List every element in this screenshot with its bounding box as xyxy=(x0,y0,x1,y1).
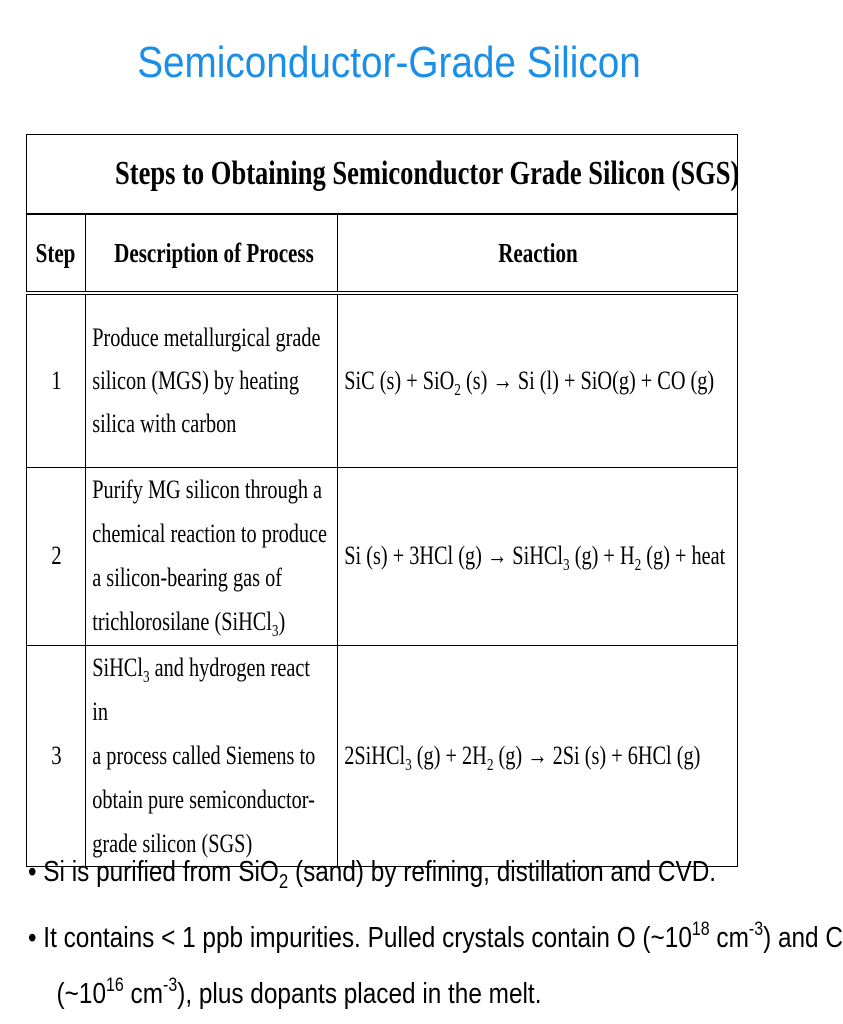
header-step: Step xyxy=(27,214,86,293)
header-reaction: Reaction xyxy=(338,214,738,293)
process-description: SiHCl$_3$ and hydrogen react in a process called Siemens to obtain pure semiconductor- grade silicon (SGS) xyxy=(86,645,338,866)
bullet-item: • It contains < 1 ppb impurities. Pulled crystals contain O ($\sim 10^{18}$ $cm^{-3}$) and C xyxy=(28,919,843,954)
process-description: Produce metallurgical grade silicon (MGS) by heating silica with carbon xyxy=(86,293,338,467)
table-caption: Steps to Obtaining Semiconductor Grade Silicon (SGS) xyxy=(115,155,740,192)
process-description: Purify MG silicon through a chemical reaction to produce a silicon-bearing gas of trichlorosilane (SiHCl$_3$) xyxy=(86,467,338,645)
arrow-icon: → xyxy=(486,541,508,570)
bullet-item: • Si is purified from SiO$_2$ (sand) by refining, distillation and CVD. xyxy=(28,856,717,893)
reaction-equation: SiC (s) + SiO$_2$ (s) → Si (l) + SiO(g) + CO (g) xyxy=(338,293,738,467)
table-row xyxy=(27,293,738,467)
step-number: 2 xyxy=(27,467,86,645)
table-caption-cell xyxy=(27,135,738,215)
header-description: Description of Process xyxy=(86,214,338,293)
steps-table xyxy=(26,134,740,867)
slide-title: Semiconductor-Grade Silicon xyxy=(137,38,641,87)
reaction-equation: 2SiHCl$_3$ $(g) + 2H_2$ (g) → 2Si (s) + 6HCl (g) xyxy=(338,645,738,866)
step-number: 1 xyxy=(27,293,86,467)
bullet-list xyxy=(28,848,843,1018)
arrow-icon: → xyxy=(492,365,513,395)
bullet-continuation: ($\sim 10^{16}$ $cm^{-3}$), plus dopants placed in the melt. xyxy=(56,975,542,1010)
table-row xyxy=(27,645,738,866)
arrow-icon: → xyxy=(527,740,548,770)
reaction-equation: Si (s) + 3HCl (g) → SiHCl$_3$ $(g) + H_2$ (g) + heat xyxy=(338,467,738,645)
step-number: 3 xyxy=(27,645,86,866)
table-row xyxy=(27,467,738,645)
